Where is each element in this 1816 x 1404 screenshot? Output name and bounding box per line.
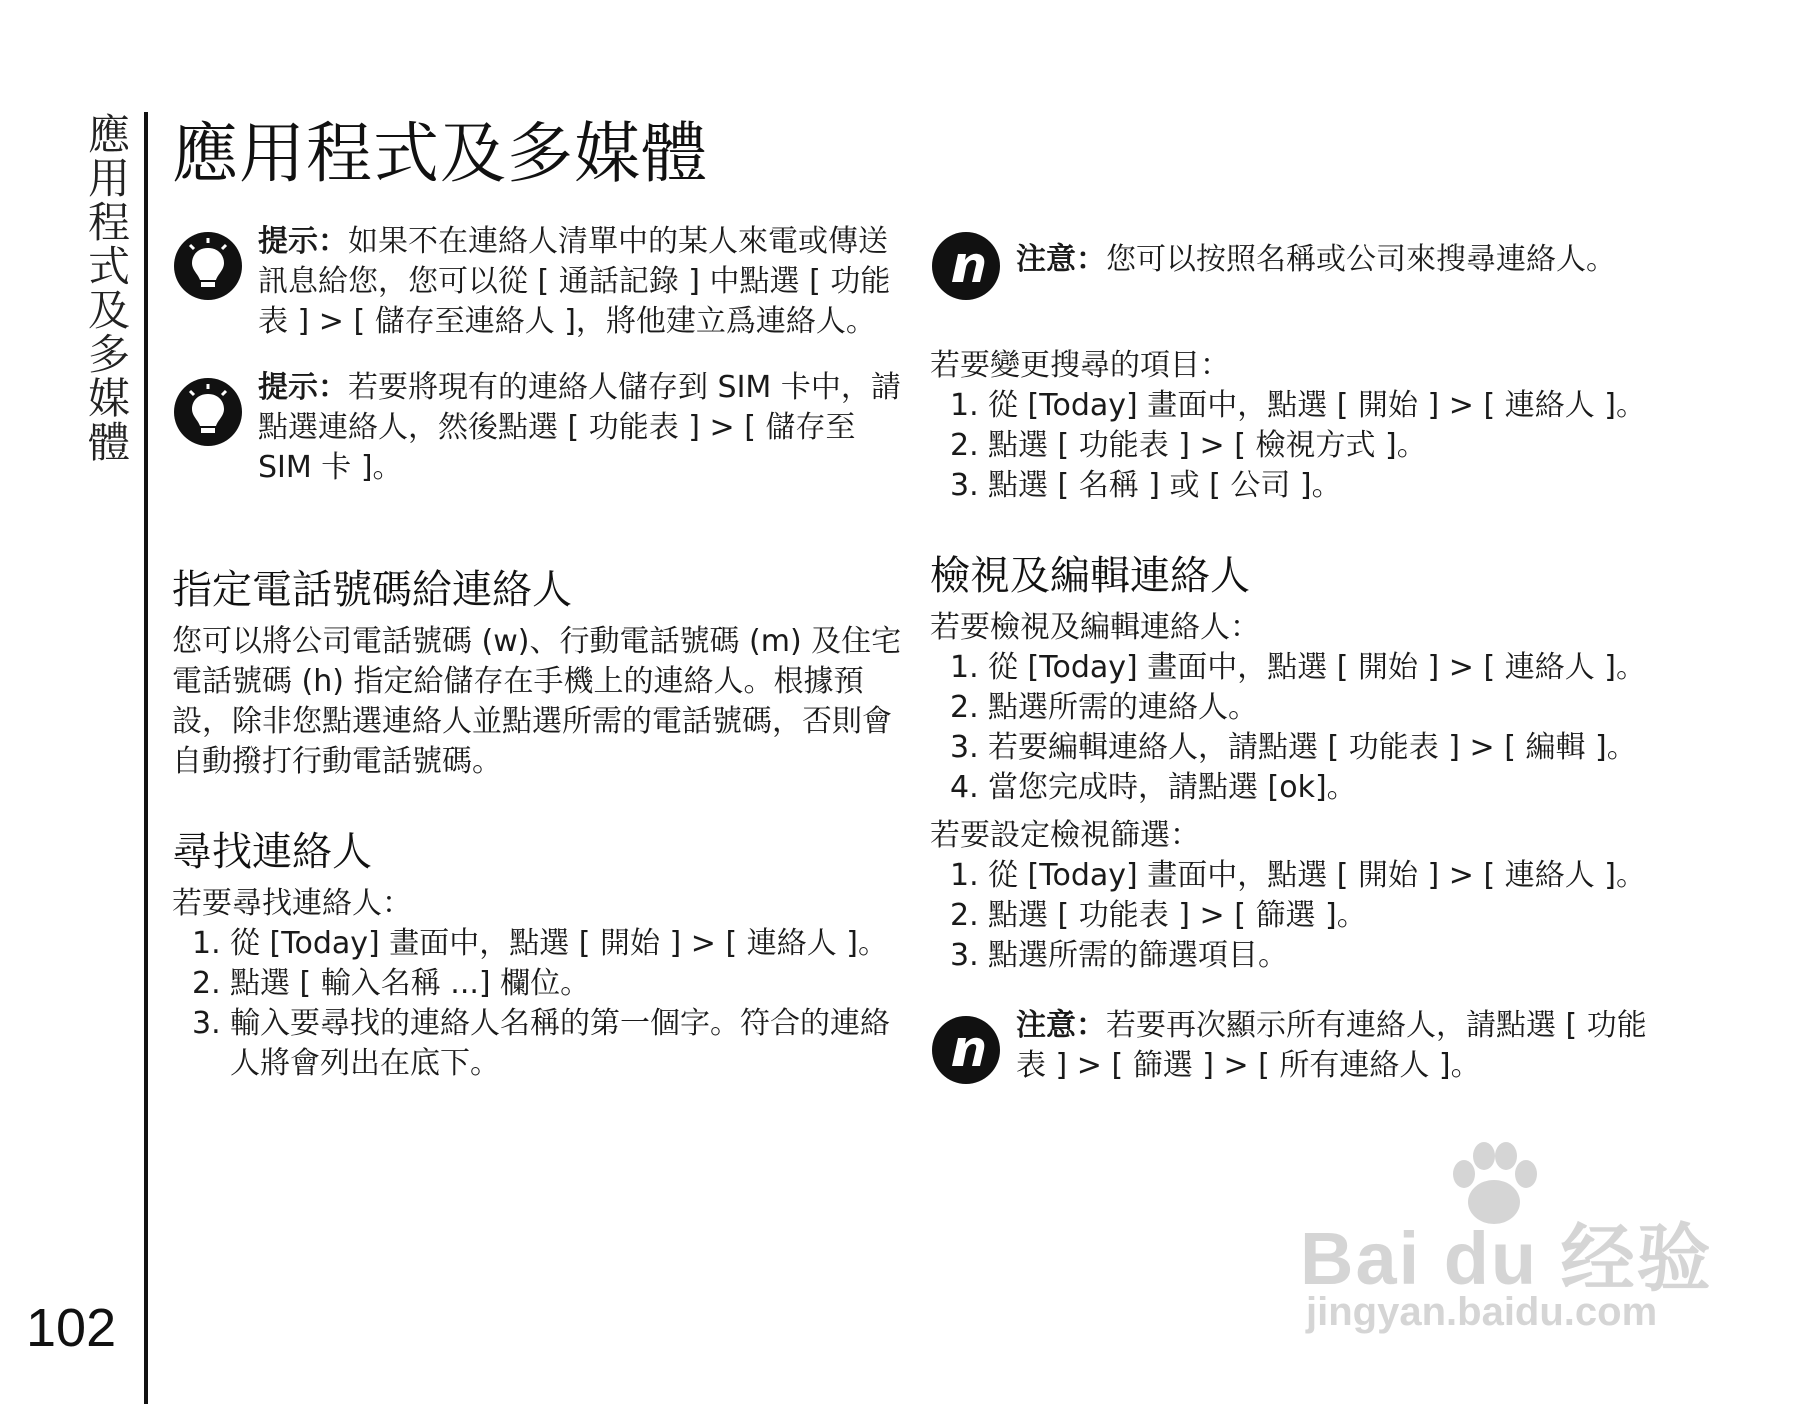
step-text: 點選 [ 輸入名稱 ...] 欄位。	[230, 966, 591, 1001]
step-number: 3.	[950, 938, 979, 973]
note-text	[1016, 222, 1790, 280]
step-number: 2.	[950, 690, 979, 725]
list-item	[950, 936, 1790, 976]
step-number: 4.	[950, 770, 979, 805]
list-item	[950, 648, 1790, 688]
tip-box	[172, 368, 902, 488]
section-body: 您可以將公司電話號碼 (w)、行動電話號碼 (m) 及住宅電話號碼 (h) 指定給儲存在手機上的連絡人。根據預設，除非您點選連絡人並點選所需的電話號碼，否則會自動撥打行動電話號碼。	[172, 624, 902, 779]
step-list	[930, 386, 1790, 506]
step-number: 3.	[192, 1006, 221, 1041]
tip-box	[172, 222, 902, 342]
section-intro: 若要設定檢視篩選：	[930, 818, 1200, 853]
side-title: 應用程式及多媒體	[82, 112, 131, 464]
note-box	[930, 1006, 1790, 1086]
step-number: 2.	[950, 898, 979, 933]
step-number: 2.	[192, 966, 221, 1001]
note-box	[930, 222, 1790, 302]
step-text: 輸入要尋找的連絡人名稱的第一個字。符合的連絡人將會列出在底下。	[230, 1006, 890, 1081]
list-item	[950, 896, 1790, 936]
margin-rule	[144, 112, 148, 1404]
step-text: 點選 [ 名稱 ] 或 [ 公司 ]。	[988, 468, 1342, 503]
list-item	[950, 386, 1790, 426]
list-item	[950, 466, 1790, 506]
step-text: 從 [Today] 畫面中，點選 [ 開始 ] > [ 連絡人 ]。	[230, 926, 888, 961]
step-list	[930, 648, 1790, 808]
step-list	[172, 924, 902, 1084]
step-number: 1.	[950, 388, 979, 423]
step-number: 3.	[950, 468, 979, 503]
lightbulb-icon	[172, 376, 244, 448]
section-heading: 尋找連絡人	[172, 829, 372, 875]
list-item	[192, 924, 902, 964]
note-text	[1016, 1006, 1656, 1086]
note-n-icon	[930, 1014, 1002, 1086]
tip-text	[258, 222, 902, 342]
right-column	[930, 222, 1790, 1112]
left-column	[172, 222, 902, 1084]
step-number: 3.	[950, 730, 979, 765]
lightbulb-icon	[172, 230, 244, 302]
tip-text	[258, 368, 902, 488]
step-text: 若要編輯連絡人，請點選 [ 功能表 ] > [ 編輯 ]。	[988, 730, 1637, 765]
step-text: 從 [Today] 畫面中，點選 [ 開始 ] > [ 連絡人 ]。	[988, 858, 1646, 893]
tip-label: 提示：	[258, 224, 348, 259]
step-text: 當您完成時，請點選 [ok]。	[988, 770, 1357, 805]
note-body: 您可以按照名稱或公司來搜尋連絡人。	[1106, 242, 1616, 277]
tip-body: 若要將現有的連絡人儲存到 SIM 卡中，請點選連絡人，然後點選 [ 功能表 ] > [ 儲存至 SIM 卡 ]。	[258, 370, 901, 485]
page-number: 102	[26, 1298, 117, 1358]
step-text: 點選所需的連絡人。	[988, 690, 1258, 725]
step-number: 1.	[950, 650, 979, 685]
section-heading: 指定電話號碼給連絡人	[172, 567, 572, 613]
step-number: 1.	[192, 926, 221, 961]
tip-body: 如果不在連絡人清單中的某人來電或傳送訊息給您，您可以從 [ 通話記錄 ] 中點選 [ 功能表 ] > [ 儲存至連絡人 ]，將他建立爲連絡人。	[258, 224, 891, 339]
baidu-watermark	[1296, 1140, 1716, 1350]
watermark-brand: Bai du 经验	[1300, 1217, 1713, 1300]
step-text: 點選 [ 功能表 ] > [ 檢視方式 ]。	[988, 428, 1427, 463]
list-item	[950, 768, 1790, 808]
list-item	[950, 426, 1790, 466]
note-body: 若要再次顯示所有連絡人，請點選 [ 功能表 ] > [ 篩選 ] > [ 所有連絡人 ]。	[1016, 1008, 1647, 1083]
watermark-url: jingyan.baidu.com	[1306, 1290, 1658, 1334]
step-list	[930, 856, 1790, 976]
section-intro: 若要檢視及編輯連絡人：	[930, 610, 1260, 645]
note-label: 注意：	[1016, 242, 1106, 277]
step-number: 1.	[950, 858, 979, 893]
note-label: 注意：	[1016, 1008, 1106, 1043]
step-text: 點選 [ 功能表 ] > [ 篩選 ]。	[988, 898, 1367, 933]
list-item	[192, 964, 902, 1004]
section-intro: 若要變更搜尋的項目：	[930, 348, 1230, 383]
list-item	[950, 856, 1790, 896]
note-n-icon	[930, 230, 1002, 302]
step-text: 從 [Today] 畫面中，點選 [ 開始 ] > [ 連絡人 ]。	[988, 388, 1646, 423]
list-item	[950, 728, 1790, 768]
list-item	[950, 688, 1790, 728]
step-text: 點選所需的篩選項目。	[988, 938, 1288, 973]
step-text: 從 [Today] 畫面中，點選 [ 開始 ] > [ 連絡人 ]。	[988, 650, 1646, 685]
tip-label: 提示：	[258, 370, 348, 405]
list-item	[192, 1004, 902, 1084]
section-intro: 若要尋找連絡人：	[172, 886, 412, 921]
page-title: 應用程式及多媒體	[172, 115, 708, 192]
step-number: 2.	[950, 428, 979, 463]
section-heading: 檢視及編輯連絡人	[930, 553, 1250, 599]
